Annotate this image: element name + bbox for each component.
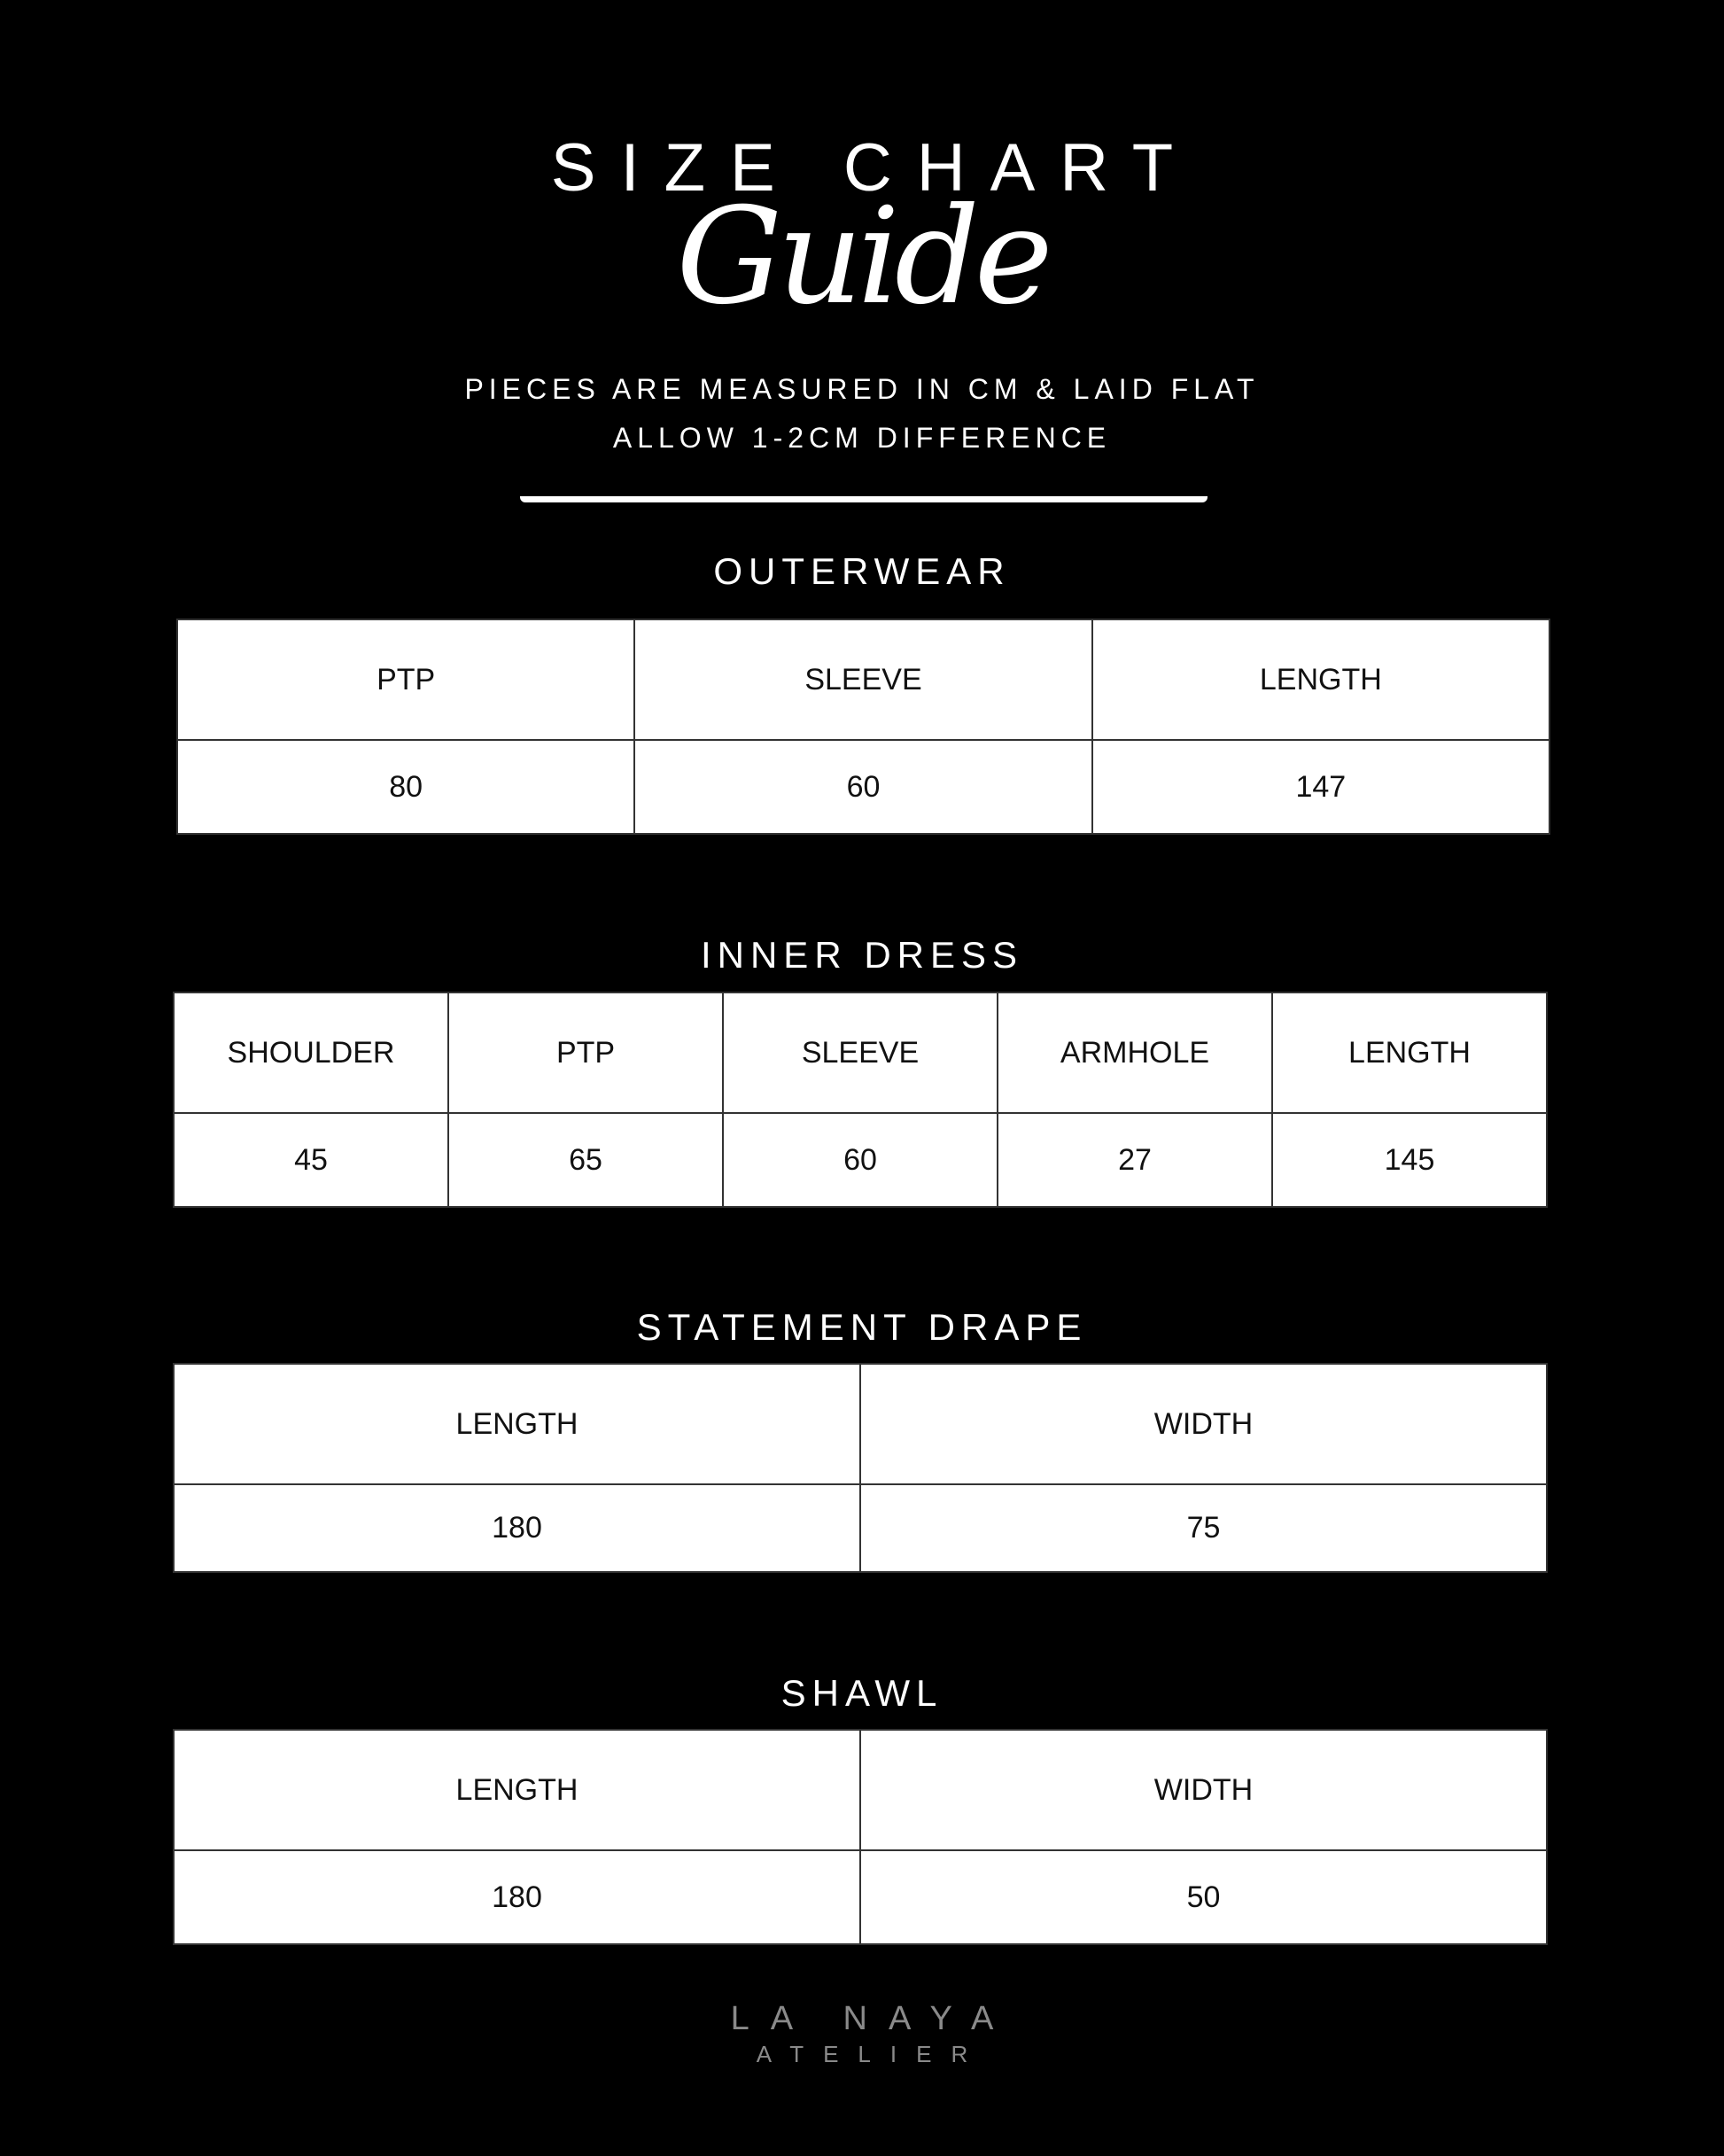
header-cell: PTP [448, 992, 723, 1113]
inner-dress-table [173, 992, 1548, 1208]
measurement-note: PIECES ARE MEASURED IN CM & LAID FLAT [464, 373, 1260, 405]
header-divider [520, 496, 1208, 502]
table-header-row [174, 992, 1547, 1113]
page-title: SIZE CHART [550, 130, 1199, 206]
value-cell: 145 [1272, 1113, 1547, 1207]
value-cell: 180 [174, 1484, 860, 1572]
value-cell: 80 [177, 740, 634, 834]
statement-drape-table [173, 1363, 1548, 1573]
header-cell: PTP [177, 619, 634, 740]
outerwear-table [176, 619, 1550, 835]
value-cell: 75 [860, 1484, 1547, 1572]
section-title-statement-drape: STATEMENT DRAPE [636, 1306, 1088, 1348]
shawl-table [173, 1729, 1548, 1945]
header-cell: ARMHOLE [998, 992, 1272, 1113]
table-header-row [177, 619, 1549, 740]
value-cell: 60 [723, 1113, 998, 1207]
header-cell: WIDTH [860, 1364, 1547, 1484]
header-cell: WIDTH [860, 1730, 1547, 1850]
header-cell: SHOULDER [174, 992, 448, 1113]
header-cell: LENGTH [174, 1730, 860, 1850]
value-cell: 147 [1092, 740, 1549, 834]
value-cell: 60 [634, 740, 1091, 834]
table-header-row [174, 1364, 1547, 1484]
section-title-shawl: SHAWL [780, 1672, 944, 1714]
table-row [177, 740, 1549, 834]
value-cell: 27 [998, 1113, 1272, 1207]
header-cell: LENGTH [1272, 992, 1547, 1113]
brand-subtitle: ATELIER [756, 2041, 988, 2067]
header-cell: LENGTH [1092, 619, 1549, 740]
table-row [174, 1113, 1547, 1207]
header-cell: SLEEVE [634, 619, 1091, 740]
header-cell: SLEEVE [723, 992, 998, 1113]
table-row [174, 1484, 1547, 1572]
value-cell: 45 [174, 1113, 448, 1207]
brand-name: LA NAYA [730, 2000, 1015, 2037]
header-cell: LENGTH [174, 1364, 860, 1484]
value-cell: 65 [448, 1113, 723, 1207]
tolerance-note: ALLOW 1-2CM DIFFERENCE [612, 422, 1112, 454]
value-cell: 50 [860, 1850, 1547, 1944]
section-title-inner-dress: INNER DRESS [700, 934, 1024, 976]
table-header-row [174, 1730, 1547, 1850]
section-title-outerwear: OUTERWEAR [713, 550, 1011, 592]
page-script-title: Guide [676, 180, 1048, 334]
table-row [174, 1850, 1547, 1944]
value-cell: 180 [174, 1850, 860, 1944]
